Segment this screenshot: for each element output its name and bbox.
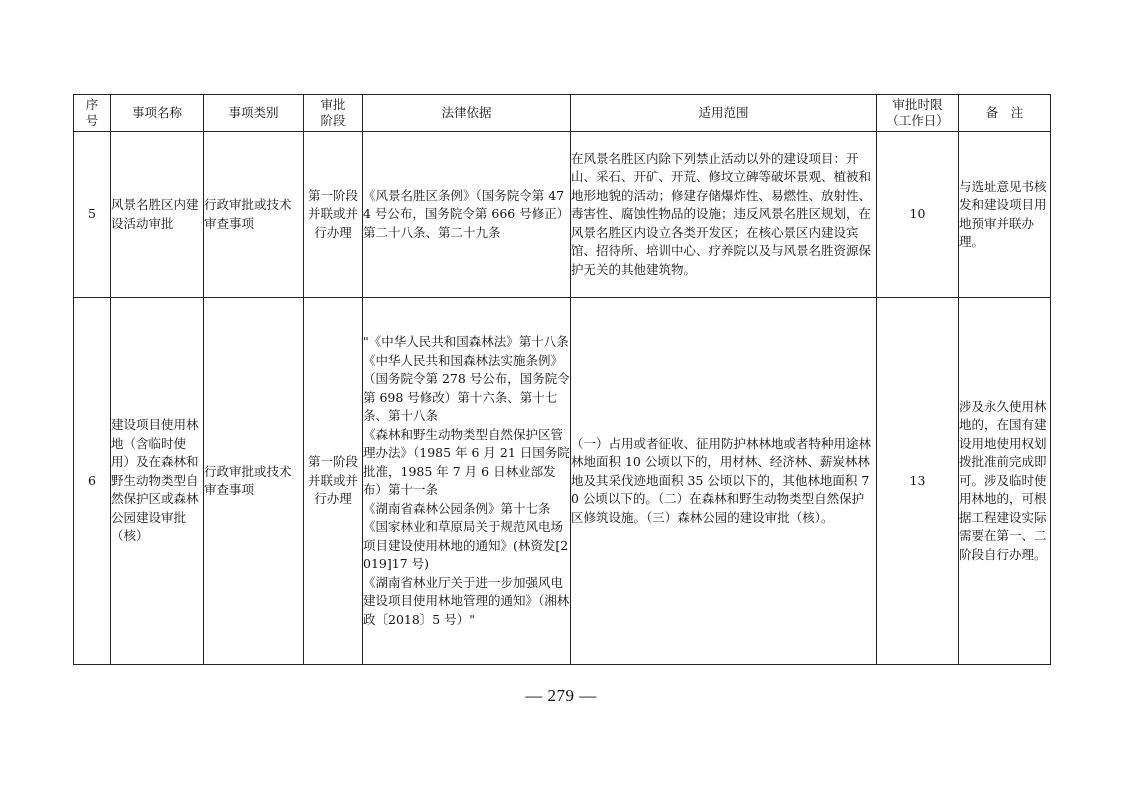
header-stage: 审批 阶段 (304, 95, 363, 132)
row-category: 行政审批或技术审查事项 (204, 298, 304, 665)
header-remarks: 备 注 (959, 95, 1051, 132)
approval-items-table (73, 94, 1051, 665)
header-name: 事项名称 (111, 95, 204, 132)
table-header-row (74, 95, 1051, 132)
row-name: 风景名胜区内建设活动审批 (111, 132, 204, 298)
row-index: 6 (74, 298, 111, 665)
row-scope: 在风景名胜区内除下列禁止活动以外的建设项目：开山、采石、开矿、开荒、修坟立碑等破坏景观、植被和地形地貌的活动；修建存储爆炸性、易燃性、放射性、毒害性、腐蚀性物品的设施；违反风景名胜区规划，在风景名胜区内设立各类开发区；在核心景区内建设宾馆、招待所、培训中心、疗养院以及与风景名胜资源保护无关的其他建筑物。 (571, 132, 877, 298)
header-scope: 适用范围 (571, 95, 877, 132)
row-category: 行政审批或技术审查事项 (204, 132, 304, 298)
row-index: 5 (74, 132, 111, 298)
page-number: — 279 — (525, 686, 597, 705)
row-name: 建设项目使用林地（含临时使用）及在森林和野生动物类型自然保护区或森林公园建设审批（核） (111, 298, 204, 665)
header-days: 审批时限 （工作日） (877, 95, 959, 132)
row-stage: 第一阶段并联或并行办理 (304, 298, 363, 665)
row-scope: （一）占用或者征收、征用防护林林地或者特种用途林林地面积 10 公顷以下的，用材林、经济林、薪炭林林地及其采伐迹地面积 35 公顷以下的，其他林地面积 70 公顷以下的。（二）在森林和野生动物类型自然保护区修筑设施。（三）森林公园的建设审批（核）。 (571, 298, 877, 665)
table-row (74, 298, 1051, 665)
row-days: 13 (877, 298, 959, 665)
header-basis: 法律依据 (363, 95, 571, 132)
table-row (74, 132, 1051, 298)
row-basis: "《中华人民共和国森林法》第十八条 《中华人民共和国森林法实施条例》（国务院令第 278 号公布，国务院令第 698 号修改）第十六条、第十七条、第十八条 《森林和野生动物类型自然保护区管理办法》（1985 年 6 月 21 日国务院批准，1985 年 7 月 6 日林业部发布）第十一条 《湖南省森林公园条例》第十七条 《国家林业和草原局关于规范风电场项目建设使用林地的通知》(林资发[2019]17 号) 《湖南省林业厅关于进一步加强风电建设项目使用林地管理的通知》（湘林政〔2018〕5 号）" (363, 298, 571, 665)
row-stage: 第一阶段并联或并行办理 (304, 132, 363, 298)
row-basis: 《风景名胜区条例》（国务院令第 474 号公布，国务院令第 666 号修正）第二十八条、第二十九条 (363, 132, 571, 298)
header-index: 序 号 (74, 95, 111, 132)
row-remarks: 与选址意见书核发和建设项目用地预审并联办理。 (959, 132, 1051, 298)
row-remarks: 涉及永久使用林地的，在国有建设用地使用权划拨批准前完成即可。涉及临时使用林地的，可根据工程建设实际需要在第一、二阶段自行办理。 (959, 298, 1051, 665)
header-category: 事项类别 (204, 95, 304, 132)
row-days: 10 (877, 132, 959, 298)
